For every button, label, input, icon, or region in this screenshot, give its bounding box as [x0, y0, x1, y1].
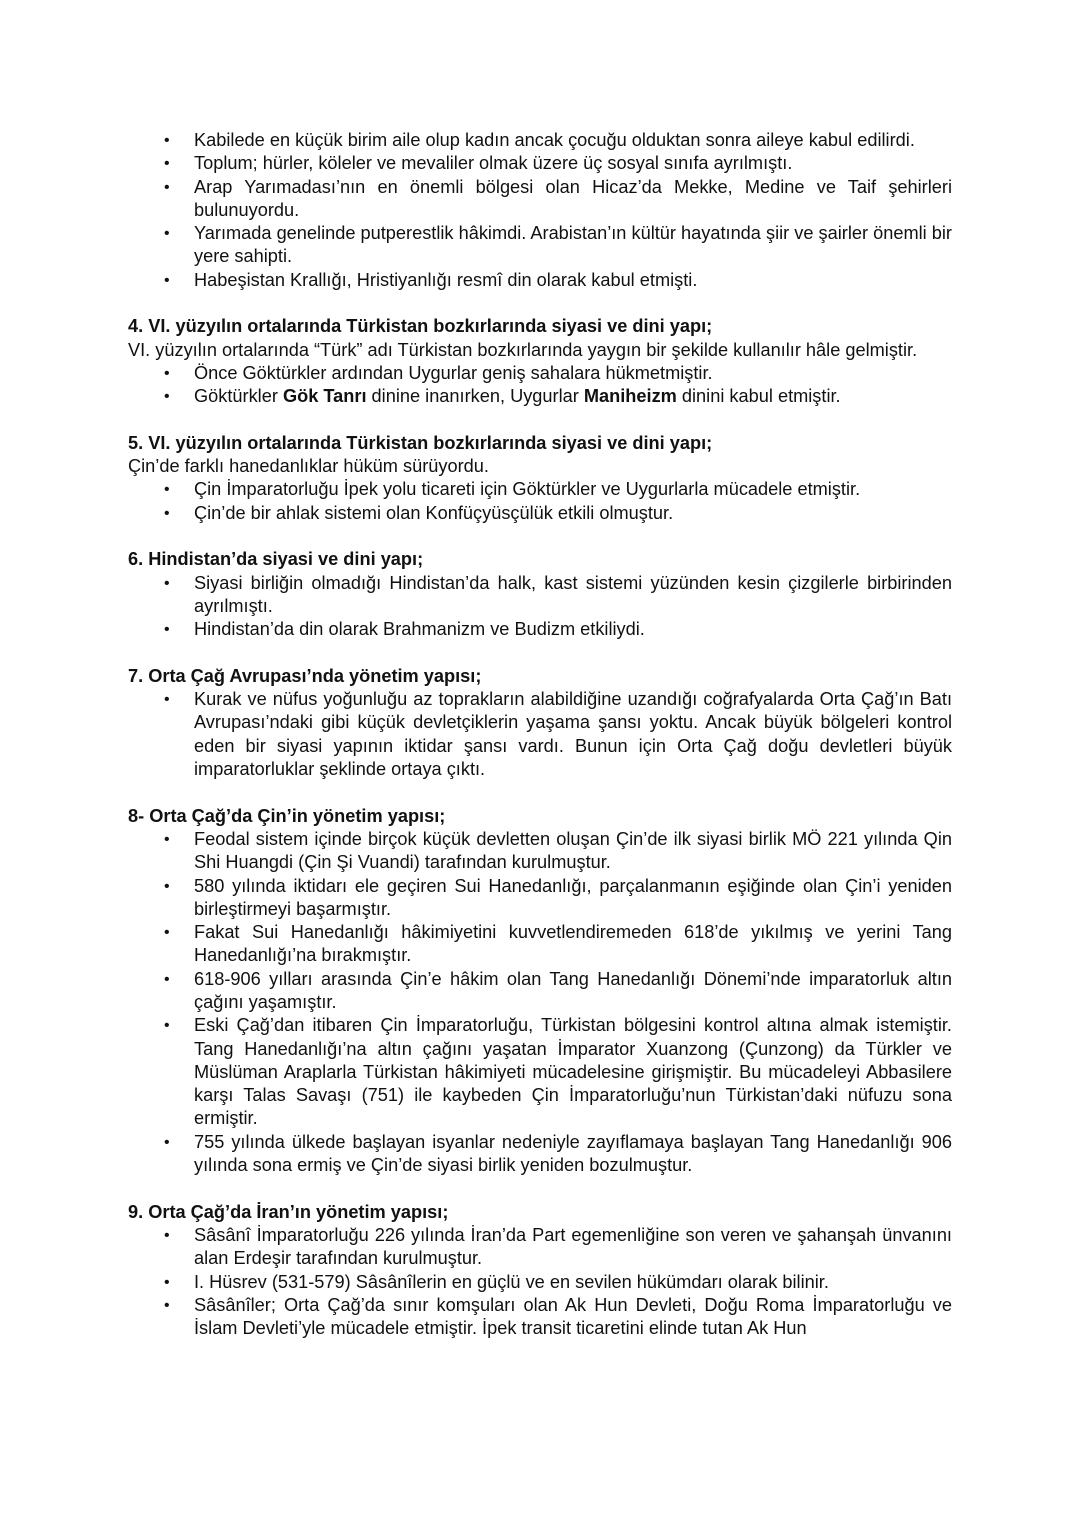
section-intro: VI. yüzyılın ortalarında “Türk” adı Türkistan bozkırlarında yaygın bir şekilde kullanılır hâle gelmiştir. [128, 339, 918, 360]
section-8 [128, 805, 952, 1178]
bullet-icon: • [164, 924, 170, 942]
list-item: • Feodal sistem içinde birçok küçük devletten oluşan Çin’de ilk siyasi birlik MÖ 221 yılında Qin Shi Huangdi (Çin Şi Vuandi) tarafından kurulmuştur. [164, 828, 952, 873]
bullet-icon: • [164, 877, 170, 895]
section-heading: 6. Hindistan’da siyasi ve dini yapı; [128, 549, 424, 570]
bullet-icon: • [164, 271, 170, 289]
list-item: • 580 yılında iktidarı ele geçiren Sui Hanedanlığı, parçalanmanın eşiğinde olan Çin’i yeniden birleştirmeyi başarmıştır. [164, 875, 952, 919]
bullet-icon: • [164, 970, 170, 988]
document-page [128, 129, 952, 1340]
bullet-icon: • [164, 225, 170, 243]
list-item: • 755 yılında ülkede başlayan isyanlar nedeniyle zayıflamaya başlayan Tang Hanedanlığı 906 yılında sona ermiş ve Çin’de siyasi birlik yeniden bozulmuştur. [164, 1131, 952, 1176]
bullet-icon: • [164, 388, 170, 406]
section-intro: Çin’de farklı hanedanlıklar hüküm sürüyordu. [128, 456, 489, 477]
list-item: • Habeşistan Krallığı, Hristiyanlığı resmî din olarak kabul etmişti. [194, 269, 952, 292]
list-item: • 618-906 yılları arasında Çin’e hâkim olan Tang Hanedanlığı Dönemi’nde imparatorluk altın çağını yaşamıştır. [164, 968, 952, 1012]
bullet-icon: • [164, 178, 170, 196]
list-item: • Hindistan’da din olarak Brahmanizm ve Budizm etkiliydi. [194, 618, 952, 641]
intro-bullet-list [128, 129, 952, 292]
list-item: • Eski Çağ’dan itibaren Çin İmparatorluğu, Türkistan bölgesini kontrol altına almak istemiştir. Tang Hanedanlığı’na altın çağını yaşatan İmparator Xuanzong (Çunzong) da Türkler ve Müslüman Araplarla Türkistan hâkimiyeti mücadelesine girişmiştir. Bu mücadeleyi Abbasilere karşı Talas Savaşı (751) ile kaybeden Çin İmparatorluğu’nun Türkistan’daki nüfuzu sona ermiştir. [164, 1015, 952, 1129]
section-6 [128, 548, 952, 641]
bullet-icon: • [164, 574, 170, 592]
list-item: • Siyasi birliğin olmadığı Hindistan’da halk, kast sistemi yüzünden kesin çizgilerle birbirinden ayrılmıştı. [164, 572, 952, 616]
section-7 [128, 665, 952, 781]
list-item: • Kurak ve nüfus yoğunluğu az toprakların alabildiğine uzandığı coğrafyalarda Orta Çağ’ın Batı Avrupası’ndaki gibi küçük devletçiklerin yaşama şansı yoktu. Ancak büyük bölgeleri kontrol eden bir siyasi yapının iktidar şansı vardı. Bunun için Orta Çağ doğu devletleri büyük imparatorluklar şeklinde ortaya çıktı. [164, 689, 952, 780]
section-heading: 4. VI. yüzyılın ortalarında Türkistan bozkırlarında siyasi ve dini yapı; [128, 316, 713, 337]
bold-term: Gök Tanrı [282, 386, 367, 407]
section-heading: 7. Orta Çağ Avrupası’nda yönetim yapısı; [128, 665, 482, 686]
list-item: • Sâsânîler; Orta Çağ’da sınır komşuları olan Ak Hun Devleti, Doğu Roma İmparatorluğu ve İslam Devleti’yle mücadele etmiştir. İpek transit ticaretini elinde tutan Ak Hun [164, 1294, 952, 1339]
bullet-icon: • [164, 504, 170, 522]
bullet-list [128, 572, 952, 642]
bullet-list [128, 688, 952, 781]
list-item: • I. Hüsrev (531-579) Sâsânîlerin en güçlü ve en sevilen hükümdarı olarak bilinir. [194, 1271, 952, 1294]
bullet-icon: • [164, 155, 170, 173]
bullet-icon: • [164, 1133, 170, 1151]
list-item: • Çin’de bir ahlak sistemi olan Konfüçyüsçülük etkili olmuştur. [194, 502, 952, 525]
bullet-icon: • [164, 364, 170, 382]
list-item: • Çin İmparatorluğu İpek yolu ticareti için Göktürkler ve Uygurlarla mücadele etmiştir. [194, 478, 952, 501]
list-item: • Önce Göktürkler ardından Uygurlar geniş sahalara hükmetmiştir. [194, 362, 952, 385]
list-item: • Fakat Sui Hanedanlığı hâkimiyetini kuvvetlendiremeden 618’de yıkılmış ve yerini Tang Hanedanlığı’na bırakmıştır. [164, 922, 952, 966]
list-item: • Arap Yarımadası’nın en önemli bölgesi olan Hicaz’da Mekke, Medine ve Taif şehirleri bulunuyordu. [164, 176, 952, 220]
section-heading: 8- Orta Çağ’da Çin’in yönetim yapısı; [128, 805, 446, 826]
bullet-icon: • [164, 1273, 170, 1291]
list-item: • Sâsânî İmparatorluğu 226 yılında İran’da Part egemenliğine son veren ve şahanşah ünvanını alan Erdeşir tarafından kurulmuştur. [164, 1224, 952, 1269]
bullet-list [128, 1224, 952, 1340]
bullet-list [128, 478, 952, 525]
section-4 [128, 315, 952, 408]
section-heading: 5. VI. yüzyılın ortalarında Türkistan bozkırlarında siyasi ve dini yapı; [128, 432, 713, 453]
bullet-icon: • [164, 830, 170, 848]
section-heading: 9. Orta Çağ’da İran’ın yönetim yapısı; [128, 1201, 449, 1222]
section-9 [128, 1201, 952, 1341]
bullet-list [128, 362, 952, 409]
bullet-icon: • [164, 1017, 170, 1035]
bullet-icon: • [164, 1226, 170, 1244]
list-item: • Yarımada genelinde putperestlik hâkimdi. Arabistan’ın kültür hayatında şiir ve şairler önemli bir yere sahipti. [164, 223, 952, 267]
bullet-icon: • [164, 481, 170, 499]
bullet-icon: • [164, 691, 170, 709]
list-item: • Toplum; hürler, köleler ve mevaliler olmak üzere üç sosyal sınıfa ayrılmıştı. [194, 152, 952, 175]
bullet-icon: • [164, 1296, 170, 1314]
list-item: • Göktürkler Gök Tanrı dinine inanırken, Uygurlar Manihеizm dinini kabul etmiştir. [194, 385, 952, 408]
section-5 [128, 432, 952, 525]
bullet-list [128, 828, 952, 1177]
bold-term: Manihеizm [583, 386, 677, 407]
list-item: • Kabilede en küçük birim aile olup kadın ancak çocuğu olduktan sonra aileye kabul edilirdi. [194, 129, 952, 152]
bullet-icon: • [164, 621, 170, 639]
bullet-icon: • [164, 132, 170, 149]
